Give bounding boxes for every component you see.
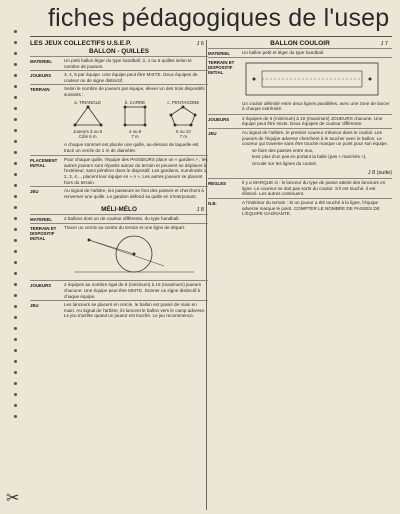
section-number: J 8 (196, 207, 204, 214)
figure-pentagone (167, 100, 199, 140)
row-label: TERRAIN ET DISPOSITIF INITIAL (208, 60, 235, 75)
game-title-ballon-couloir (208, 40, 392, 48)
row-materiel-2 (30, 214, 208, 223)
row-text: Un ballon petit et léger du type handball. (242, 50, 325, 55)
figure-carre (120, 100, 150, 140)
terrain-figures (64, 100, 208, 140)
binding-holes (14, 30, 17, 490)
row-text: Pour chaque quille, l'équipe des PASSEURS place un « gardien » ; les autres joueurs sont répartis autour du terrain et peuvent se déplacer à l'extérieur, sans pénétrer dans le dispositif. Les gardiens, numérotés 1, 2, 3, 4..., placent leur équipe en « n ». Les autres joueurs se placent hors du terrain. (64, 157, 208, 185)
row-label: MATERIEL (30, 217, 53, 223)
section-heading-jeux-collectifs (30, 40, 208, 48)
row-text: 2 ballons dont un de couleur différente, du type handball. (64, 216, 180, 222)
section-heading-text: LES JEUX COLLECTIFS U.S.E.P. (30, 40, 132, 47)
row-placement (30, 155, 208, 186)
row-label: JEU (208, 130, 217, 136)
section-number-suite: J 8 (suite) (367, 169, 392, 176)
figure-name: c. PENTAGONE (167, 99, 200, 105)
page-title: fiches pédagogiques de l'usep (48, 4, 390, 32)
row-label: PLACEMENT INITIAL (30, 158, 58, 169)
game-title-meli-melo (30, 206, 208, 214)
section-number: J 6 (196, 41, 204, 47)
row-label: N.B. (208, 200, 217, 206)
terrain-note: A chaque sommet est placée une quille, au-dessus de laquelle est tracé un cercle de 1 m de diamètre. (64, 141, 199, 153)
row-label: JOUEURS (30, 73, 52, 79)
row-text: Les lanceurs se placent en cercle, le ballon est passé de main en main. Au signal de l'arbitre, ils lancent le ballon vers le camp adverse. Le jeu s'arrête quand un joueur est touché. Le jeu recommence. (64, 302, 206, 319)
row-text (242, 130, 392, 168)
triangle-diagram (73, 105, 103, 127)
row-text: Il y a MARQUE si : le lanceur du type de passe atteint des lanceurs en ligne. Le coureur ne doit pas sortir du couloir. S'il est touché, il est éliminé. Les autres continuent. (242, 180, 386, 197)
scissors-icon: ✂ (6, 490, 20, 507)
row-label: REGLES (208, 181, 227, 187)
row-nb (208, 198, 392, 218)
title-divider (30, 36, 392, 37)
game-title-text: MÉLI-MÉLO (101, 206, 137, 214)
row-label: JOUEURS (208, 116, 230, 122)
terrain-text: Un couloir délimité entre deux lignes parallèles, avec une zone de lancer à chaque extrémité. (242, 100, 390, 112)
row-materiel (30, 56, 208, 70)
row-label: JEU (30, 189, 39, 195)
row-jeu-2 (30, 300, 208, 320)
row-joueurs-2 (30, 280, 208, 300)
row-regles (208, 178, 392, 198)
row-jeu (30, 186, 208, 200)
row-label: TERRAIN (30, 87, 50, 93)
row-text: 2 équipes au nombre égal de 9 (minimum) à 15 (maximum) joueurs chacune. Une équipe peut être MIXTE. Donner un signe distinctif à chaque équipe. (64, 282, 202, 299)
row-text: A l'intérieur du terrain : Si un joueur a été touché à la ligne, l'équipe adverse marque le point. COMPTER LE NOMBRE DE PASSES DE L'ÉQUIPE GAGNANTE. (242, 199, 380, 217)
row-label: MATERIEL (208, 51, 231, 56)
row-jeu-r (208, 128, 392, 169)
jeu-note-1: se faire des passes entre eux, (252, 147, 314, 153)
terrain-text: Tracer un cercle au centre du terrain et une ligne de départ. (64, 225, 186, 231)
meli-melo-diagram (64, 232, 194, 278)
figure-caption: 4 ou 8 7 m (128, 128, 142, 140)
row-terrain-r (208, 57, 392, 114)
row-text (64, 86, 208, 154)
row-text (242, 59, 392, 113)
figure-name: b. CARRE (124, 99, 146, 105)
game-title-ballon-quilles: BALLON - QUILLES (89, 48, 149, 55)
game-title-text: BALLON COULOIR (270, 40, 330, 47)
terrain-intro: Selon le nombre de joueurs par équipe, élever un des trois dispositifs suivants : (64, 86, 205, 97)
row-text: Au signal de l'arbitre, les passeurs se font des passes et cherchent à renverser une quille. Le gardien défend sa quille en s'interposant. (64, 188, 204, 199)
square-diagram (120, 105, 150, 127)
row-text: Un petit ballon léger du type handball. 3, 4 ou 5 quilles selon le nombre de joueurs. (64, 58, 192, 69)
pentagon-diagram (168, 105, 198, 127)
jeu-note-2: tenir plus d'un pas en portant la balle (pas « marchés »), (252, 154, 367, 160)
figure-caption: 5 ou 10 7 m (176, 128, 191, 140)
row-label: TERRAIN ET DISPOSITIF INITIAL (30, 226, 57, 242)
row-label: MATERIEL (30, 59, 53, 64)
jeu-text: Au signal de l'arbitre, le premier coureur s'élance dans le couloir. Les joueurs de l'équipe adverse cherchent à le toucher avec le ballon. Le coureur qui traverse sans être touché marque un point pour son équipe. (242, 129, 389, 147)
row-text: 2 équipes de 6 (minimum) à 10 (maximum) JOUEURS chacune. Une équipe peut être mixte. Deux équipes de couleur différente. (242, 115, 383, 127)
figure-triangle (73, 100, 103, 140)
jeu-note-3: circuler sur les lignes du couloir. (252, 160, 318, 166)
figure-caption: Joueurs 3 ou 6 Côté 6 m (73, 128, 103, 140)
row-joueurs (30, 70, 208, 84)
left-column (30, 40, 208, 320)
row-label: JEU (30, 303, 39, 309)
right-column (208, 40, 392, 218)
figure-name: a. TRIANGLE (74, 99, 102, 105)
couloir-diagram (242, 59, 382, 99)
row-label: JOUEURS (30, 283, 52, 289)
row-terrain-2 (30, 223, 208, 280)
row-materiel-r (208, 48, 392, 57)
row-text: 3, 4, 5 par équipe. Une équipe peut être MIXTE. Deux équipes de couleur ou de signe distinctif. (64, 72, 198, 83)
section-number: J 7 (380, 41, 388, 47)
row-terrain (30, 84, 208, 155)
row-joueurs-r (208, 114, 392, 128)
row-text (64, 225, 208, 279)
